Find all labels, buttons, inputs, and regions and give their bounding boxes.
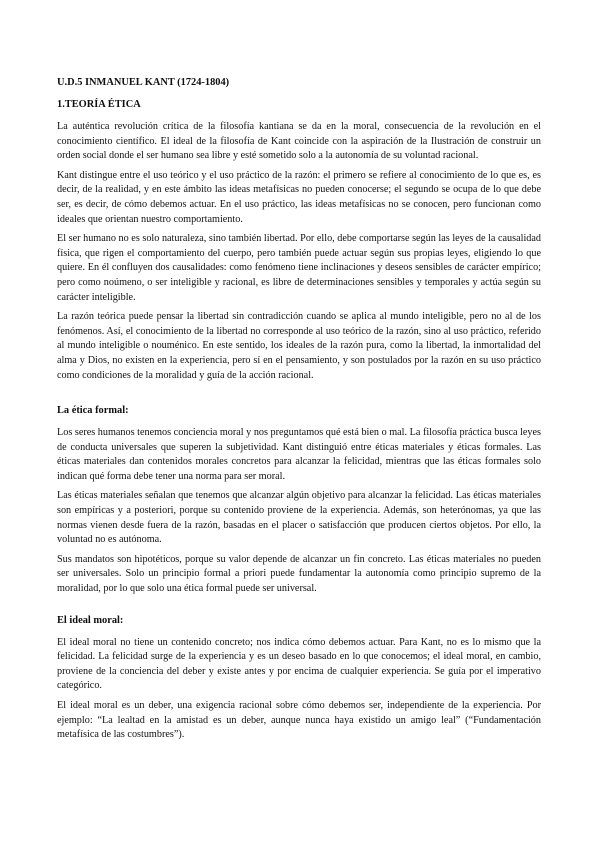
- paragraph: Los seres humanos tenemos conciencia moral y nos preguntamos qué está bien o mal. La filosofía práctica busca leyes de conducta universales que superen la subjetividad. Kant distinguió entre éticas materiales y éticas formales. Las éticas materiales dan contenidos morales concretos para alcanzar la felicidad, mientras que las éticas formales solo indican qué forma debe tener una norma para ser moral.: [57, 427, 541, 482]
- paragraph: El ideal moral no tiene un contenido concreto; nos indica cómo debemos actuar. Para Kant, no es lo mismo que la felicidad. La felicidad surge de la experiencia y es un deseo basado en lo que conocemos; el ideal moral, en cambio, proviene de la conciencia del deber y existe antes y por encima de cualquier experiencia. Se guía por el imperativo categórico.: [57, 636, 541, 692]
- section-heading-ideal-moral: El ideal moral:: [57, 614, 124, 626]
- spacer: [57, 388, 541, 404]
- spacer: [57, 602, 541, 614]
- document-title: U.D.5 INMANUEL KANT (1724-1804): [57, 77, 230, 88]
- paragraph: El ideal moral es un deber, una exigencia racional sobre cómo debemos ser, independiente de la experiencia. Por ejemplo: “La lealtad en la amistad es un deber, aunque nunca haya existido un amigo leal” (“Fundamentación metafísica de las costumbres”).: [57, 700, 541, 741]
- document-page: [57, 76, 541, 748]
- paragraph: Kant distingue entre el uso teórico y el uso práctico de la razón: el primero se refiere al conocimiento de lo que es, es decir, de la realidad, y en este ámbito las ideas metafísicas no pueden conocerse; el segundo se ocupa de lo que debe ser, es decir, de cómo debemos actuar. En el uso práctico, las ideas metafísicas no se conocen, pero funcionan como ideales que orientan nuestro comportamiento.: [57, 169, 541, 225]
- section-heading-teoria-etica: 1.TEORÍA ÉTICA: [57, 99, 141, 110]
- paragraph: La auténtica revolución crítica de la filosofía kantiana se da en la moral, consecuencia de la revolución en el conocimiento científico. El ideal de la filosofía de Kant coincide con la aspiración de la Ilustración de construir un orden social donde el ser humano sea libre y esté sometido solo a la autonomía de su voluntad racional.: [57, 121, 541, 162]
- paragraph: El ser humano no es solo naturaleza, sino también libertad. Por ello, debe comportarse según las leyes de la causalidad física, que rigen el comportamiento del cuerpo, pero también puede actuar según sus propias leyes, eligiendo lo que quiere. En él confluyen dos causalidades: como fenómeno tiene inclinaciones y deseos sensibles de carácter empírico; pero como noúmeno, o ser inteligible y racional, es libre de determinaciones sensibles y temporales y actúa según su carácter inteligible.: [57, 233, 541, 303]
- paragraph: Sus mandatos son hipotéticos, porque su valor depende de alcanzar un fin concreto. Las éticas materiales no pueden ser universales. Solo un principio formal a priori puede fundamentar la autonomía como principio supremo de la moralidad, por lo que solo una ética formal puede ser universal.: [57, 553, 541, 595]
- paragraph: La razón teórica puede pensar la libertad sin contradicción cuando se aplica al mundo inteligible, pero no al de los fenómenos. Así, el conocimiento de la libertad no corresponde al uso teórico de la razón, sino al uso práctico, referido al mundo inteligible o nouménico. En este sentido, los ideales de la razón pura, como la libertad, la inmortalidad del alma y Dios, no existen en la experiencia, pero sí en el pensamiento, y son postulados por la razón en su uso práctico como condiciones de la moralidad y guía de la acción racional.: [57, 311, 541, 381]
- paragraph: Las éticas materiales señalan que tenemos que alcanzar algún objetivo para alcanzar la felicidad. Las éticas materiales son empíricas y a posteriori, porque su contenido proviene de la experiencia. Además, son heterónomas, ya que las normas vienen desde fuera de la razón, basadas en el placer o satisfacción que producen ciertos objetos. Por ello, la voluntad no es autónoma.: [57, 490, 541, 546]
- section-heading-etica-formal: La ética formal:: [57, 405, 129, 417]
